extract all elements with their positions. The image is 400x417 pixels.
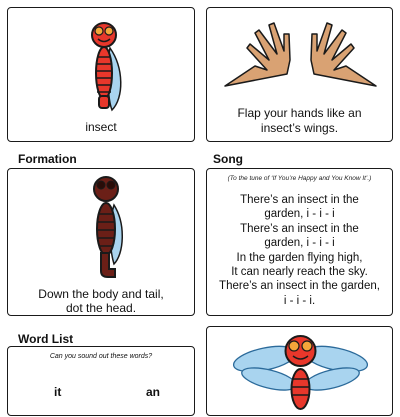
formation-card bbox=[7, 168, 195, 316]
insect-card bbox=[7, 7, 195, 142]
song-line: There’s an insect in the bbox=[240, 194, 359, 206]
word-list-heading: Word List bbox=[18, 332, 74, 346]
song-heading: Song bbox=[213, 152, 243, 166]
insect-caption: insect bbox=[85, 120, 117, 134]
song-line: There’s an insect in the garden, bbox=[219, 280, 380, 293]
formation-heading: Formation bbox=[18, 152, 77, 166]
dragonfly-card bbox=[206, 326, 393, 416]
song-line: It can nearly reach the sky. bbox=[231, 266, 368, 279]
song-line: garden, i - i - i bbox=[264, 208, 335, 221]
formation-caption-line-2: dot the head. bbox=[65, 301, 137, 315]
word-item: an bbox=[146, 385, 161, 399]
flap-caption-line-2: insect’s wings. bbox=[260, 121, 339, 135]
word-list-card bbox=[7, 346, 195, 416]
dragonfly-icon bbox=[207, 327, 394, 417]
song-lyrics bbox=[207, 193, 392, 308]
song-tune-note: (To the tune of ‘If You’re Happy and You Know It’.) bbox=[227, 175, 372, 182]
song-line: In the garden flying high, bbox=[236, 251, 363, 264]
song-line: There’s an insect in the bbox=[240, 222, 359, 235]
flap-caption-line-1: Flap your hands like an bbox=[237, 106, 362, 120]
flap-hands-card bbox=[206, 7, 393, 142]
song-line: i - i - i. bbox=[283, 294, 316, 307]
song-line: garden, i - i - i bbox=[264, 237, 335, 250]
word-item: it bbox=[54, 385, 62, 399]
formation-caption-line-1: Down the body and tail, bbox=[38, 287, 164, 301]
song-card bbox=[206, 168, 393, 316]
word-list-instruction: Can you sound out these words? bbox=[49, 353, 153, 360]
